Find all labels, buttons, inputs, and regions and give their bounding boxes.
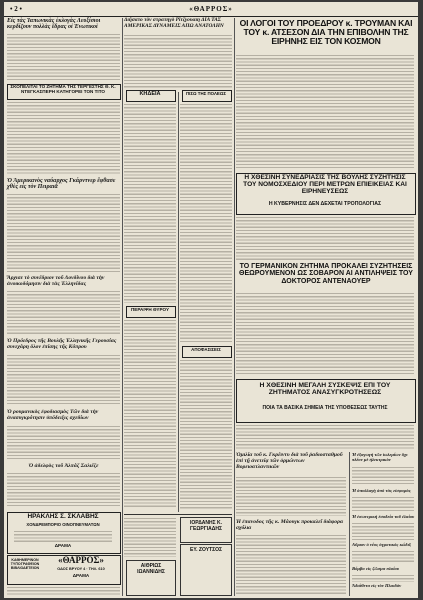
masthead xyxy=(4,2,418,17)
text-block xyxy=(236,534,346,596)
text-block xyxy=(7,425,120,461)
headline-german-question: ΤΟ ΓΕΡΜΑΝΙΚΟΝ ΖΗΤΗΜΑ ΠΡΟΚΑΛΕΙ ΣΥΖΗΤΗΣΕΙΣ ΘΕΩΡΟΥΜΕΝΟΝ ΩΣ ΣΟΒΑΡΟΝ ΑΙ ΑΝΤΙΛΗΨΕΙΣ ΤΟΥ ΔΟΚΤΟΡΟΣ ΑΝΤΕΝΑΟΥΕΡ xyxy=(239,263,413,285)
text-block xyxy=(124,517,176,557)
text-block xyxy=(180,103,232,343)
ad-box xyxy=(180,544,232,596)
text-block xyxy=(236,476,346,516)
text-block xyxy=(352,466,414,486)
text-block xyxy=(124,319,176,509)
subhead-parliament: Η ΚΥΒΕΡΝΗΣΙΣ ΔΕΝ ΔΕΧΕΤΑΙ ΤΡΟΠΟΛΟΓΙΑΣ xyxy=(268,201,382,207)
text-block xyxy=(7,472,120,508)
text-block xyxy=(7,193,120,273)
text-block xyxy=(236,54,414,169)
headline-small-5: Βόμβα εἰς ζῶσμα πλοίου xyxy=(352,566,400,571)
left-headline-6: Ὁ ρουμανικὸς ἐφοδιασμὸς Τῶν διὰ τὴν ἀνασυγκρότησιν ὑπόδειξις σχεδίων xyxy=(7,409,99,421)
text-block xyxy=(352,574,414,582)
ad-left-text: ΚΑΘΗΜΕΡΙΝΟΝ ΤΥΠΟΓΡΑΦΕΙΟΝ ΒΙΒΛΙΟΔΕΤΕΙΟΝ xyxy=(10,558,40,570)
headline-maung: Ἡ ἐπανοδος τῆς κ. Μάουγκ προκαλεῖ διάφορα σχόλια xyxy=(236,519,344,531)
ad-text xyxy=(14,530,112,542)
text-block xyxy=(124,103,176,303)
left-headline-7: Ὁ ἀδελφὸς τοῦ Ἀλπάζ Σαλιέζε xyxy=(28,463,99,469)
text-block xyxy=(236,424,414,450)
small-heading: ΑΠΟΦΑΣΙΣΕΙΣ xyxy=(191,347,221,352)
ad-title: «ΘΑΡΡΟΣ» xyxy=(58,555,104,565)
ad-box xyxy=(180,517,232,543)
ad-name: ΗΡΑΚΛΗΣ Σ. ΣΚΛΑΒΗΣ xyxy=(27,513,99,520)
ad-box xyxy=(126,560,176,596)
headline-reconstruction: Η ΧΘΕΣΙΝΗ ΜΕΓΑΛΗ ΣΥΣΚΕΨΙΣ ΕΠΙ ΤΟΥ ΖΗΤΗΜΑΤΟΣ ΑΝΑΣΥΓΚΡΟΤΗΣΕΩΣ xyxy=(259,382,391,397)
text-block xyxy=(7,354,120,406)
headline-small-1: Ἡ ἐξαγωγὴ τῶν ἰωλεμίων ὄχι πλέον μὲ ἠλεκτρικὸν xyxy=(352,452,408,462)
text-block xyxy=(7,101,120,175)
text-block xyxy=(236,216,414,260)
left-headline-4: Ἄρχισε τὸ συνέδριον τοῦ Λονδίνου διὰ τὴν ἀνοικοδόμησιν διὰ τὰς Ἑλληνίδας xyxy=(7,275,105,287)
text-block xyxy=(236,292,414,376)
text-block xyxy=(352,550,414,564)
text-block xyxy=(352,496,414,512)
ad-place: ΔΡΑΜΑ xyxy=(54,543,72,548)
column-rule xyxy=(349,452,350,596)
text-block xyxy=(124,34,232,88)
kideia-heading: ΚΗΔΕΙΑ xyxy=(139,91,161,97)
headline-small-2: Ἡ ἀπαλλαγὴ ἀπὸ τὰς εἰσφορὰς xyxy=(352,488,411,493)
ad-name: ΙΟΡΔΑΝΗΣ Κ. ΓΕΩΡΓΙΑΔΗΣ xyxy=(189,520,223,532)
text-block xyxy=(180,359,232,509)
column-rule xyxy=(178,92,179,512)
newspaper-title: «ΘΑΡΡΟΣ» xyxy=(189,5,233,13)
page-number: • 2 • xyxy=(10,5,22,13)
divider xyxy=(124,514,232,515)
paraipsi-heading: ΠΕΡΑΙΨΗ ΘΥΡΟΥ xyxy=(130,307,170,312)
ad-name: ΑΙΘΡΙΩΣ ΙΩΑΝΝΙΔΗΣ xyxy=(137,563,165,575)
headline-small-6: Ἀδιάθετα εἰς τὸν Πλαιδὸν xyxy=(352,583,402,588)
subhead-reconstruction: ΠΟΙΑ ΤΑ ΒΑΣΙΚΑ ΣΗΜΕΙΑ ΤΗΣ ΥΠΟΘΕΣΕΩΣ ΤΑΥΤΗΣ xyxy=(262,405,388,411)
ad-subtitle: ΧΟΝΔΡΕΜΠΟΡΙΟ ΟΙΝΟΠΝΕΥΜΑΤΩΝ xyxy=(26,522,100,527)
text-block xyxy=(7,586,120,596)
text-block xyxy=(352,522,414,540)
ad-name: ΕΥ. ΖΟΥΤΣΟΣ xyxy=(190,547,222,553)
headline-small-4: Αὔριον ὁ νέος ἀγροτικὸς κώδιξ xyxy=(352,542,411,547)
middle-headline-1: Διήσατο τὸν στρατηγὸ Ρίτζγουαιη ΔΙΑ ΤΑΣ ΑΜΕΡΙΚΑΣ ΔΥΝΑΜΕΙΣ ΑΠΩ ΑΝΑΤΟΛΗΝ xyxy=(124,17,224,29)
text-block xyxy=(7,33,120,81)
headline-small-3: Ἡ ἐσωτερικὴ ἐσοδεία τοῦ ἐλαίου xyxy=(352,514,415,519)
piso-heading: ΠΙΣΩ ΤΗΣ ΠΟΛΕΩΣ xyxy=(186,91,226,96)
left-headline-3: Ὁ Ἀμερικανὸς ναύαρχος Γκάρντνερ ἔφθασε χθὲς εἰς τὸν Πειραιᾶ xyxy=(7,178,116,191)
newspaper-page xyxy=(4,2,418,598)
ad-place: ΔΡΑΜΑ xyxy=(72,573,90,578)
left-headline-2: ΣΚΟΠΕΛΙΤΑΙ ΤΟ ΖΗΤΗΜΑ ΤΗΣ ΤΕΡΓΕΣΤΗΣ Θ. Κ. ΝΤΕΓΚΑΣΠΕΡΗ ΚΑΤΗΓΟΡΕΙ ΤΟΝ ΤΙΤΟ xyxy=(10,84,116,94)
ad-address: ΟΔΟΣ ΒΡΥΟΥ 4 · ΤΗΛ. 610 xyxy=(57,567,105,571)
column-rule xyxy=(234,18,235,596)
column-rule xyxy=(122,18,123,596)
left-headline-5: Ὁ Πρόεδρος τῆς Βουλῆς Ἑλληνικῆς Γερουσίας συνεχάρη ὅλον ἐπίσης τῆς Κύπρου xyxy=(7,338,117,350)
headline-parliament: Η ΧΘΕΣΙΝΗ ΣΥΝΕΔΡΙΑΣΙΣ ΤΗΣ ΒΟΥΛΗΣ ΣΥΖΗΤΗΣΙΣ ΤΟΥ ΝΟΜΟΣΧΕΔΙΟΥ ΠΕΡΙ ΜΕΤΡΩΝ ΕΠΙΕΙΚΕΙΑΣ ΚΑΙ ΕΙΡΗΝΕΥΣΕΩΣ xyxy=(243,174,407,195)
lead-headline-truman: ΟΙ ΛΟΓΟΙ ΤΟΥ ΠΡΟΕΔΡΟΥ κ. ΤΡΟΥΜΑΝ ΚΑΙ ΤΟΥ κ. ΑΤΣΕΣΟΝ ΔΙΑ ΤΗΝ ΕΠΙΒΟΛΗΝ ΤΗΣ ΕΙΡΗΝΗΣ ΕΙΣ ΤΟΝ ΚΟΣΜΟΝ xyxy=(239,18,413,47)
text-block xyxy=(7,290,120,336)
headline-grady: Ὁμιλία τοῦ κ. Γκρέιντυ διὰ τοῦ ῥαδιοσταθμοῦ ἐπὶ τῇ ἀνετείᾳ τῶν ὁρμώντων Βορειοατλαντικῶν xyxy=(236,452,343,470)
left-headline-1: Εἰς τὰς Ἰαπωνικὰς ἐκλογὰς Λευξίσιοι κερδίζουν πολλὰς ἕδρας οἱ Ἐνωτικοὶ xyxy=(7,18,101,31)
